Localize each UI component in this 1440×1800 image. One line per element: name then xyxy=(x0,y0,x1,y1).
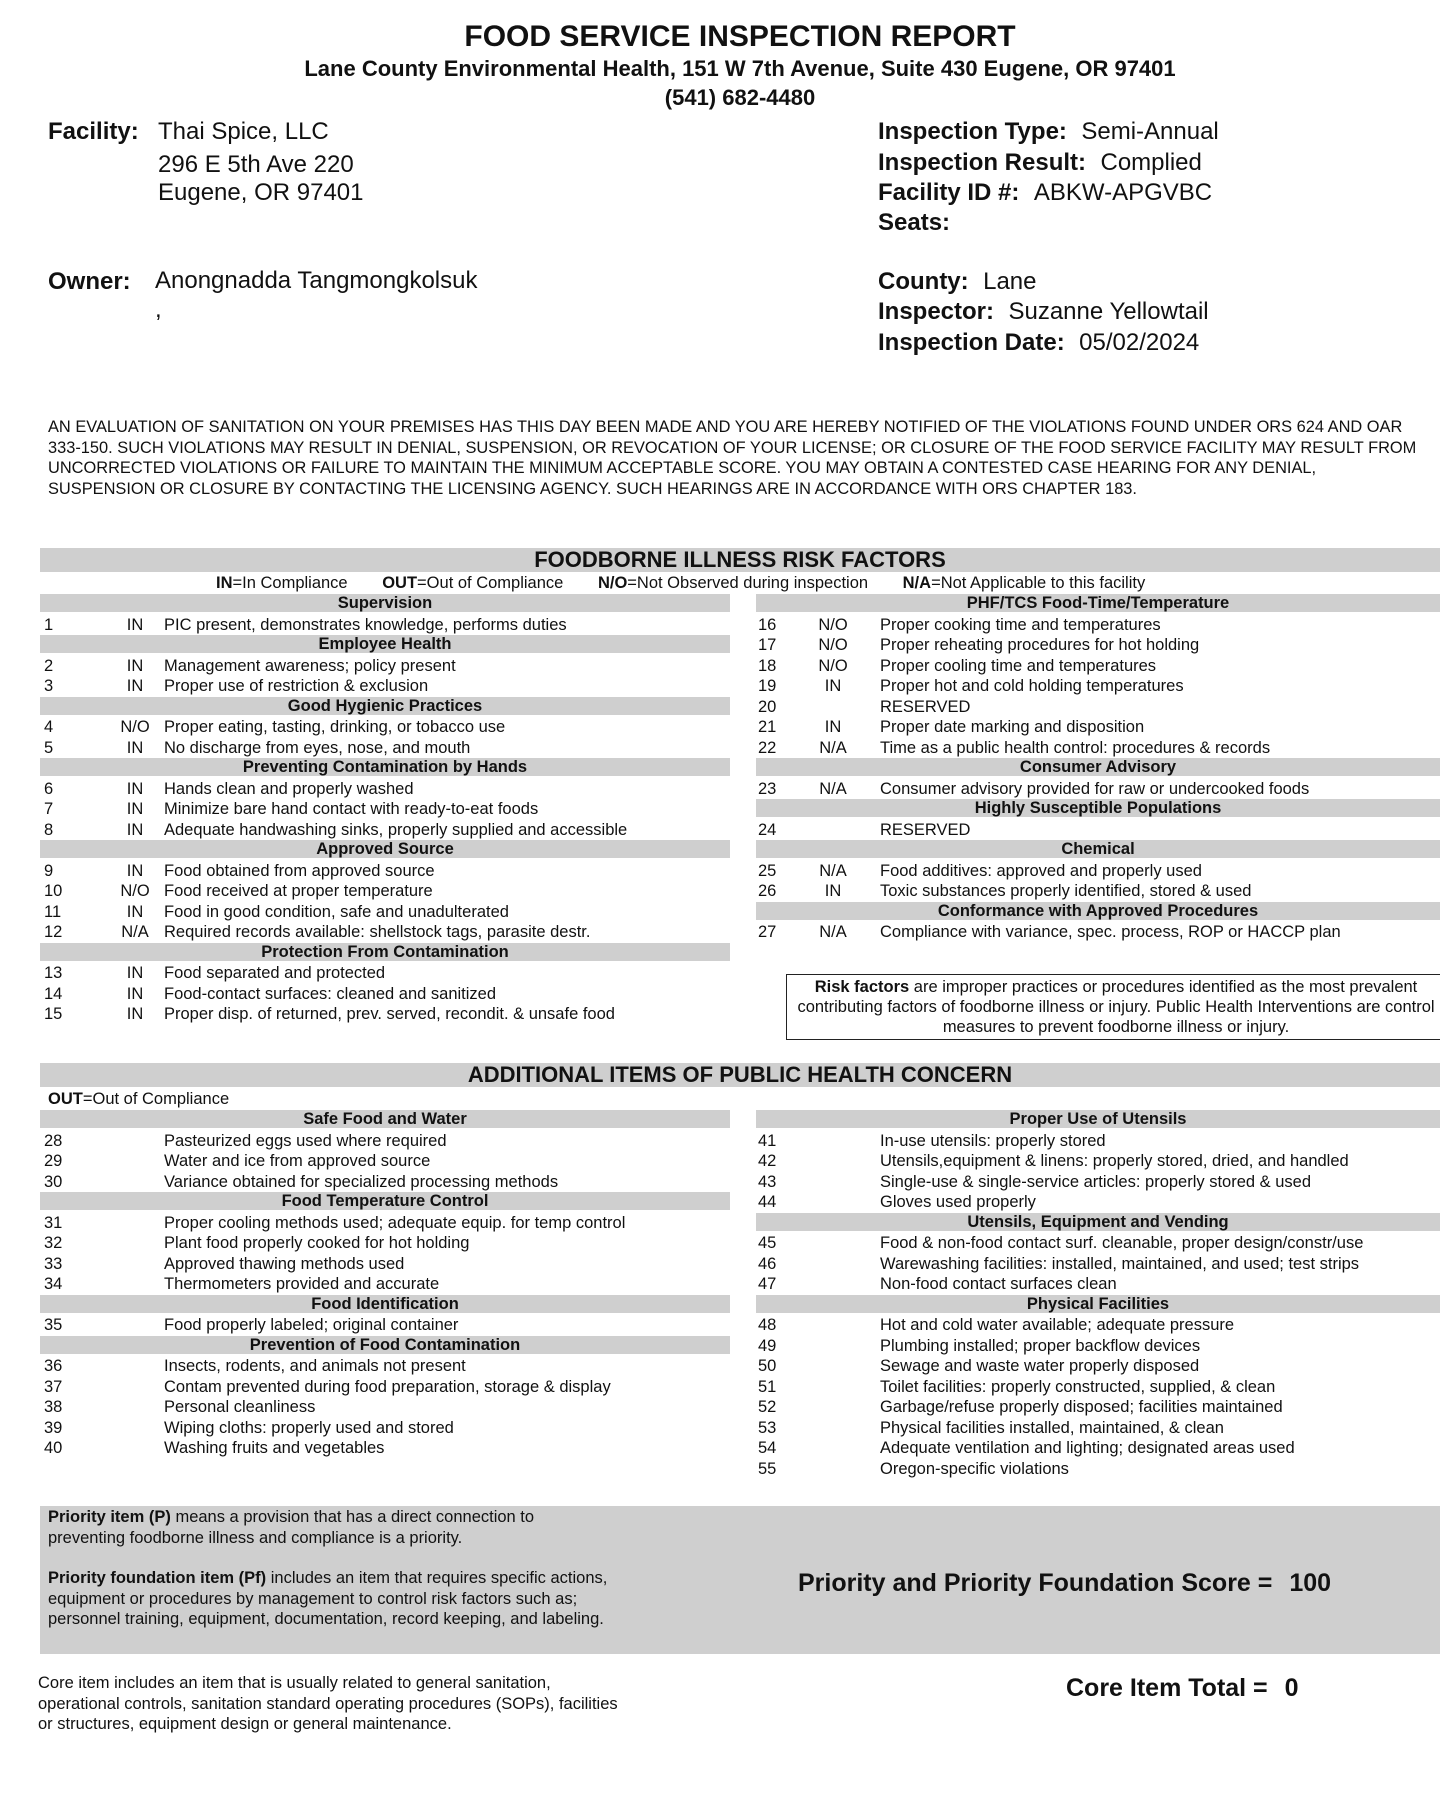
item-description: Pasteurized eggs used where required xyxy=(164,1131,447,1150)
risk-factors-title: FOODBORNE ILLNESS RISK FACTORS xyxy=(40,548,1440,572)
risk-box-bold: Risk factors xyxy=(814,978,910,996)
inspection-item-row xyxy=(40,1315,730,1335)
item-status: IN xyxy=(126,984,144,1003)
inspection-item-row xyxy=(756,820,1440,840)
item-description: Proper cooling methods used; adequate equip. for temp control xyxy=(164,1213,626,1232)
item-status: N/O xyxy=(120,882,150,900)
item-description: Wiping cloths: properly used and stored xyxy=(164,1418,454,1437)
item-description: Proper hot and cold holding temperatures xyxy=(880,677,1184,695)
item-number: 53 xyxy=(758,1418,777,1437)
agency-address: Lane County Environmental Health, 151 W 7th Avenue, Suite 430 Eugene, OR 97401 xyxy=(304,56,1176,81)
item-status: IN xyxy=(126,738,144,757)
inspection-item-row xyxy=(40,676,730,696)
item-number: 5 xyxy=(44,738,54,757)
item-number: 6 xyxy=(44,779,54,798)
item-description: Food in good condition, safe and unadulterated xyxy=(164,902,509,921)
item-description: Proper eating, tasting, drinking, or tobacco use xyxy=(164,718,506,736)
agency-phone: (541) 682-4480 xyxy=(664,85,816,110)
item-description: Insects, rodents, and animals not present xyxy=(164,1357,466,1375)
section-subheading: Approved Source xyxy=(40,840,730,858)
item-status: IN xyxy=(126,902,144,921)
item-number: 49 xyxy=(758,1336,777,1355)
item-description: Proper use of restriction & exclusion xyxy=(164,677,429,695)
county-label: County: xyxy=(878,268,969,295)
inspection-item-row xyxy=(756,1254,1440,1274)
legend-out-text: =Out of Compliance xyxy=(417,574,564,592)
item-description: Proper date marking and disposition xyxy=(880,718,1145,736)
priority-score-value: 100 xyxy=(1289,1569,1332,1597)
item-description: Food additives: approved and properly used xyxy=(880,861,1202,880)
item-status: IN xyxy=(824,677,842,695)
inspection-item-row xyxy=(40,1004,730,1024)
inspection-item-row xyxy=(40,1397,730,1417)
item-description: Consumer advisory provided for raw or undercooked foods xyxy=(880,779,1310,798)
item-number: 11 xyxy=(44,902,62,921)
risk-box-text: are improper practices or procedures identified as the most prevalent contributing factors of foodborne illness or injury. Public Health Interventions are control measures to prevent foodborne illness or injury. xyxy=(797,978,1435,1036)
inspection-item-row xyxy=(40,922,730,942)
county-value: Lane xyxy=(983,268,1037,295)
risk-factors-definition-box xyxy=(786,974,1440,1040)
item-description: PIC present, demonstrates knowledge, performs duties xyxy=(164,615,567,634)
item-description: Garbage/refuse properly disposed; facilities maintained xyxy=(880,1398,1283,1416)
inspection-item-row xyxy=(40,984,730,1004)
inspection-item-row xyxy=(756,676,1440,696)
item-description: Proper reheating procedures for hot holding xyxy=(880,636,1200,654)
item-status: N/A xyxy=(819,923,847,941)
section-subheading: Employee Health xyxy=(40,635,730,653)
owner-line2: , xyxy=(155,296,162,323)
owner-label: Owner: xyxy=(48,268,131,295)
item-status: N/O xyxy=(818,615,848,634)
item-description: Toilet facilities: properly constructed, supplied, & clean xyxy=(880,1377,1276,1396)
item-number: 40 xyxy=(44,1439,63,1457)
item-number: 1 xyxy=(44,615,54,634)
inspection-item-row xyxy=(756,1336,1440,1356)
item-number: 35 xyxy=(44,1316,63,1334)
item-number: 30 xyxy=(44,1172,63,1191)
item-description: Management awareness; policy present xyxy=(164,656,456,675)
legal-notice: AN EVALUATION OF SANITATION ON YOUR PREMISES HAS THIS DAY BEEN MADE AND YOU ARE HEREBY NOTIFIED OF THE VIOLATIONS FOUND UNDER ORS 624 AND OAR 333-150. SUCH VIOLATIONS MAY RESULT IN DENIAL, SUSPENSION, OR REVOCATION OF YOUR LICENSE; OR CLOSURE OF THE FOOD SERVICE FACILITY MAY RESULT FROM UNCORRECTED VIOLATIONS OR FAILURE TO MAINTAIN THE MINIMUM ACCEPTABLE SCORE. YOU MAY OBTAIN A CONTESTED CASE HEARING FOR ANY DENIAL, SUSPENSION OR CLOSURE BY CONTACTING THE LICENSING AGENCY. SUCH HEARINGS ARE IN ACCORDANCE WITH ORS CHAPTER 183. xyxy=(48,418,1417,498)
item-number: 46 xyxy=(758,1254,777,1273)
item-description: Washing fruits and vegetables xyxy=(164,1439,385,1457)
legend-out-code: OUT xyxy=(382,574,418,592)
item-description: In-use utensils: properly stored xyxy=(880,1131,1106,1150)
item-description: No discharge from eyes, nose, and mouth xyxy=(164,738,471,757)
item-description: Water and ice from approved source xyxy=(164,1152,431,1170)
additional-items-title: ADDITIONAL ITEMS OF PUBLIC HEALTH CONCERN xyxy=(40,1063,1440,1087)
item-number: 8 xyxy=(44,820,54,839)
item-status: N/A xyxy=(819,779,847,798)
item-description: Time as a public health control: procedures & records xyxy=(880,738,1271,757)
core-total-value: 0 xyxy=(1284,1674,1299,1702)
item-number: 52 xyxy=(758,1398,777,1416)
inspection-item-row xyxy=(40,1274,730,1294)
item-description: Food & non-food contact surf. cleanable, proper design/constr/use xyxy=(880,1234,1364,1252)
report-title: FOOD SERVICE INSPECTION REPORT xyxy=(464,20,1016,53)
section-subheading: Safe Food and Water xyxy=(40,1110,730,1128)
item-number: 19 xyxy=(758,677,777,695)
inspection-result-row xyxy=(878,149,1202,177)
item-number: 37 xyxy=(44,1377,63,1396)
legend-na-text: =Not Applicable to this facility xyxy=(931,574,1146,592)
item-description: Adequate ventilation and lighting; designated areas used xyxy=(880,1439,1295,1457)
inspection-item-row xyxy=(40,717,730,737)
inspection-item-row xyxy=(756,1274,1440,1294)
inspector-label: Inspector: xyxy=(878,298,995,325)
inspection-item-row xyxy=(40,1172,730,1192)
item-number: 39 xyxy=(44,1418,63,1437)
inspection-item-row xyxy=(40,1233,730,1253)
item-description: Minimize bare hand contact with ready-to-eat foods xyxy=(164,800,539,818)
item-description: Oregon-specific violations xyxy=(880,1459,1069,1478)
item-description: Utensils,equipment & linens: properly stored, dried, and handled xyxy=(880,1152,1349,1170)
facility-label: Facility: xyxy=(48,118,139,145)
item-number: 43 xyxy=(758,1172,777,1191)
item-description: Warewashing facilities: installed, maintained, and used; test strips xyxy=(880,1254,1360,1273)
inspection-item-row xyxy=(40,1151,730,1171)
inspection-result-value: Complied xyxy=(1100,149,1202,176)
inspection-date-value: 05/02/2024 xyxy=(1079,329,1200,356)
item-number: 47 xyxy=(758,1275,777,1293)
inspection-item-row xyxy=(40,881,730,901)
facility-id-value: ABKW-APGVBC xyxy=(1033,179,1213,206)
item-description: Variance obtained for specialized processing methods xyxy=(164,1172,559,1191)
inspection-type-label: Inspection Type: xyxy=(878,118,1067,145)
inspector-row xyxy=(878,298,1209,326)
inspection-item-row xyxy=(756,1192,1440,1212)
item-number: 31 xyxy=(44,1213,63,1232)
section-subheading: Prevention of Food Contamination xyxy=(40,1336,730,1354)
item-number: 44 xyxy=(758,1193,777,1211)
inspection-item-row xyxy=(40,861,730,881)
inspection-item-row xyxy=(756,615,1440,635)
item-number: 7 xyxy=(44,800,54,818)
item-status: N/A xyxy=(121,923,149,941)
priority-item-text: means a provision that has a direct connection to preventing foodborne illness and compliance is a priority. xyxy=(48,1508,535,1547)
core-item-total xyxy=(1066,1674,1299,1703)
item-number: 26 xyxy=(758,882,777,900)
inspector-value: Suzanne Yellowtail xyxy=(1008,298,1209,325)
item-status: IN xyxy=(126,861,144,880)
item-number: 9 xyxy=(44,861,54,880)
inspection-item-row xyxy=(40,1418,730,1438)
item-status: IN xyxy=(126,800,144,818)
inspection-item-row xyxy=(756,1131,1440,1151)
section-subheading: Supervision xyxy=(40,594,730,612)
legend-no-code: N/O xyxy=(597,574,628,592)
item-status: N/A xyxy=(819,861,847,880)
priority-item-bold: Priority item (P) xyxy=(48,1508,171,1526)
priority-foundation-bold: Priority foundation item (Pf) xyxy=(48,1569,267,1587)
item-description: Toxic substances properly identified, stored & used xyxy=(880,882,1252,900)
facility-address-line2: Eugene, OR 97401 xyxy=(158,179,364,206)
item-number: 34 xyxy=(44,1275,63,1293)
inspection-item-row xyxy=(756,697,1440,717)
owner-name: Anongnadda Tangmongkolsuk xyxy=(155,267,478,294)
inspection-item-row xyxy=(756,861,1440,881)
inspection-item-row xyxy=(40,1356,730,1376)
item-number: 29 xyxy=(44,1152,63,1170)
item-number: 41 xyxy=(758,1131,777,1150)
inspection-item-row xyxy=(756,779,1440,799)
item-status: N/O xyxy=(818,636,848,654)
item-description: Hot and cold water available; adequate pressure xyxy=(880,1316,1235,1334)
item-number: 14 xyxy=(44,984,63,1003)
inspection-item-row xyxy=(40,1254,730,1274)
priority-item-definition xyxy=(48,1507,608,1548)
item-description: Physical facilities installed, maintained, & clean xyxy=(880,1418,1224,1437)
item-description: RESERVED xyxy=(880,820,971,839)
inspection-date-row xyxy=(878,329,1199,357)
inspection-item-row xyxy=(756,881,1440,901)
inspection-item-row xyxy=(756,1397,1440,1417)
section-subheading: PHF/TCS Food-Time/Temperature xyxy=(756,594,1440,612)
item-description: Adequate handwashing sinks, properly supplied and accessible xyxy=(164,820,628,839)
inspection-item-row xyxy=(756,738,1440,758)
item-number: 33 xyxy=(44,1254,63,1273)
item-number: 12 xyxy=(44,923,63,941)
item-number: 55 xyxy=(758,1459,777,1478)
section-subheading: Good Hygienic Practices xyxy=(40,697,730,715)
item-description: Approved thawing methods used xyxy=(164,1254,405,1273)
inspection-item-row xyxy=(756,656,1440,676)
item-number: 16 xyxy=(758,615,777,634)
item-number: 54 xyxy=(758,1439,777,1457)
inspection-item-row xyxy=(40,615,730,635)
inspection-item-row xyxy=(756,1418,1440,1438)
seats-label: Seats: xyxy=(878,209,951,236)
inspection-item-row xyxy=(40,1131,730,1151)
inspection-item-row xyxy=(40,963,730,983)
priority-foundation-text: includes an item that requires specific actions, equipment or procedures by management to control risk factors such as; personnel training, equipment, documentation, record keeping, and labeling. xyxy=(48,1569,608,1628)
inspection-item-row xyxy=(40,1377,730,1397)
item-status: IN xyxy=(824,882,842,900)
item-status: IN xyxy=(126,964,144,982)
section-subheading: Food Temperature Control xyxy=(40,1192,730,1210)
inspection-item-row xyxy=(756,1172,1440,1192)
inspection-item-row xyxy=(756,1315,1440,1335)
item-description: Required records available: shellstock tags, parasite destr. xyxy=(164,923,591,941)
item-status: IN xyxy=(126,1005,144,1023)
item-description: Compliance with variance, spec. process, ROP or HACCP plan xyxy=(880,923,1341,941)
item-number: 24 xyxy=(758,820,777,839)
additional-legend-code: OUT xyxy=(48,1090,83,1108)
item-description: Thermometers provided and accurate xyxy=(164,1275,440,1293)
item-status: N/O xyxy=(120,718,150,736)
legend-in-code: IN xyxy=(216,574,233,592)
item-number: 21 xyxy=(758,718,777,736)
inspection-item-row xyxy=(40,738,730,758)
item-status: N/O xyxy=(818,656,848,675)
legend-in-text: =In Compliance xyxy=(232,574,348,592)
priority-foundation-definition xyxy=(48,1568,608,1630)
item-number: 27 xyxy=(758,923,777,941)
item-number: 18 xyxy=(758,656,777,675)
item-status: IN xyxy=(824,718,842,736)
item-status: IN xyxy=(126,677,144,695)
item-description: Contam prevented during food preparation, storage & display xyxy=(164,1377,611,1396)
additional-legend-text: =Out of Compliance xyxy=(82,1090,230,1108)
item-number: 48 xyxy=(758,1316,777,1334)
item-number: 45 xyxy=(758,1234,777,1252)
inspection-item-row xyxy=(756,1459,1440,1479)
item-number: 4 xyxy=(44,718,54,736)
section-subheading: Food Identification xyxy=(40,1295,730,1313)
section-subheading: Physical Facilities xyxy=(756,1295,1440,1313)
core-total-label: Core Item Total = xyxy=(1066,1674,1268,1702)
item-number: 32 xyxy=(44,1234,63,1252)
item-description: Food properly labeled; original container xyxy=(164,1316,459,1334)
priority-score-label: Priority and Priority Foundation Score = xyxy=(798,1569,1273,1597)
item-number: 50 xyxy=(758,1357,777,1375)
additional-legend xyxy=(48,1090,229,1109)
inspection-type-row xyxy=(878,118,1219,146)
risk-legend xyxy=(216,574,1145,593)
inspection-item-row xyxy=(756,717,1440,737)
inspection-item-row xyxy=(756,635,1440,655)
inspection-date-label: Inspection Date: xyxy=(878,329,1065,356)
item-number: 3 xyxy=(44,677,54,695)
item-description: Single-use & single-service articles: properly stored & used xyxy=(880,1172,1312,1191)
inspection-item-row xyxy=(756,922,1440,942)
item-number: 38 xyxy=(44,1398,63,1416)
item-number: 42 xyxy=(758,1152,777,1170)
section-subheading: Chemical xyxy=(756,840,1440,858)
item-description: Proper cooking time and temperatures xyxy=(880,615,1161,634)
item-number: 2 xyxy=(44,656,54,675)
item-description: Gloves used properly xyxy=(880,1193,1036,1211)
item-number: 13 xyxy=(44,964,63,982)
county-row xyxy=(878,268,1037,296)
item-description: Proper cooling time and temperatures xyxy=(880,656,1157,675)
item-description: Food-contact surfaces: cleaned and sanitized xyxy=(164,984,497,1003)
legend-na-code: N/A xyxy=(902,574,932,592)
inspection-item-row xyxy=(40,656,730,676)
item-number: 28 xyxy=(44,1131,63,1150)
inspection-item-row xyxy=(40,820,730,840)
item-description: RESERVED xyxy=(880,697,971,716)
item-description: Plant food properly cooked for hot holding xyxy=(164,1234,470,1252)
item-number: 10 xyxy=(44,882,63,900)
inspection-item-row xyxy=(756,1151,1440,1171)
inspection-type-value: Semi-Annual xyxy=(1081,118,1219,145)
item-status: IN xyxy=(126,615,144,634)
inspection-item-row xyxy=(40,799,730,819)
section-subheading: Conformance with Approved Procedures xyxy=(756,902,1440,920)
section-subheading: Protection From Contamination xyxy=(40,943,730,961)
section-subheading: Preventing Contamination by Hands xyxy=(40,758,730,776)
item-number: 23 xyxy=(758,779,777,798)
item-description: Plumbing installed; proper backflow devices xyxy=(880,1336,1201,1355)
item-description: Sewage and waste water properly disposed xyxy=(880,1357,1200,1375)
core-item-definition: Core item includes an item that is usually related to general sanitation, operational controls, sanitation standard operating procedures (SOPs), facilities or structures, equipment design or general maintenance. xyxy=(38,1674,618,1733)
inspection-item-row xyxy=(756,1356,1440,1376)
facility-id-label: Facility ID #: xyxy=(878,179,1020,206)
inspection-result-label: Inspection Result: xyxy=(878,149,1087,176)
inspection-item-row xyxy=(40,1438,730,1458)
item-number: 20 xyxy=(758,697,777,716)
item-number: 22 xyxy=(758,738,777,757)
item-number: 15 xyxy=(44,1005,63,1023)
item-status: IN xyxy=(126,820,144,839)
inspection-item-row xyxy=(756,1438,1440,1458)
inspection-item-row xyxy=(40,1213,730,1233)
item-number: 17 xyxy=(758,636,777,654)
item-description: Personal cleanliness xyxy=(164,1398,316,1416)
inspection-item-row xyxy=(40,779,730,799)
priority-score xyxy=(798,1569,1331,1598)
item-number: 25 xyxy=(758,861,777,880)
inspection-item-row xyxy=(756,1233,1440,1253)
item-status: IN xyxy=(126,656,144,675)
item-description: Non-food contact surfaces clean xyxy=(880,1275,1117,1293)
section-subheading: Consumer Advisory xyxy=(756,758,1440,776)
facility-address-line1: 296 E 5th Ave 220 xyxy=(158,151,354,178)
item-status: N/A xyxy=(819,738,847,757)
item-description: Proper disp. of returned, prev. served, recondit. & unsafe food xyxy=(164,1005,615,1023)
facility-name: Thai Spice, LLC xyxy=(158,118,329,145)
item-number: 36 xyxy=(44,1357,63,1375)
facility-id-row xyxy=(878,179,1212,207)
item-description: Food separated and protected xyxy=(164,964,386,982)
item-number: 51 xyxy=(758,1377,777,1396)
inspection-item-row xyxy=(756,1377,1440,1397)
item-description: Food received at proper temperature xyxy=(164,882,433,900)
item-description: Food obtained from approved source xyxy=(164,861,435,880)
legend-no-text: =Not Observed during inspection xyxy=(627,574,869,592)
section-subheading: Highly Susceptible Populations xyxy=(756,799,1440,817)
item-description: Hands clean and properly washed xyxy=(164,779,414,798)
section-subheading: Proper Use of Utensils xyxy=(756,1110,1440,1128)
item-status: IN xyxy=(126,779,144,798)
inspection-item-row xyxy=(40,902,730,922)
section-subheading: Utensils, Equipment and Vending xyxy=(756,1213,1440,1231)
